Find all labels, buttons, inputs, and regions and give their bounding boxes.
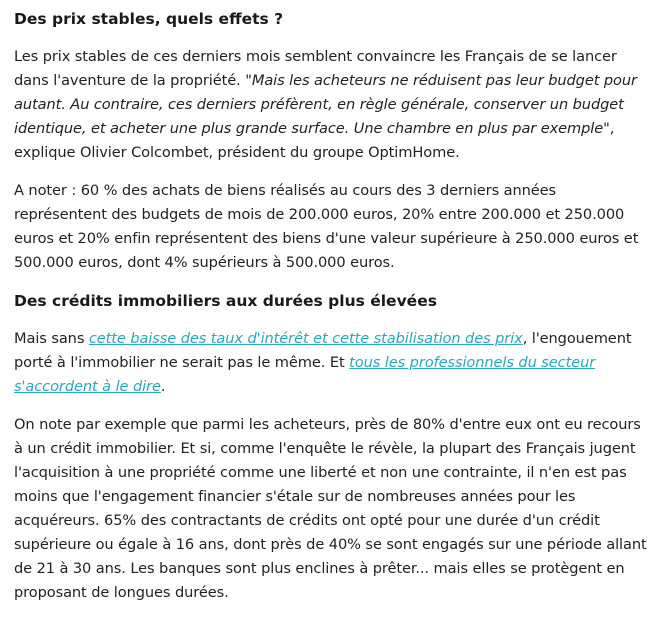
paragraph-mais-sans [14, 327, 651, 399]
section-heading-prix-stables: Des prix stables, quels effets ? [14, 10, 284, 28]
paragraph-text: , l'engouement porté à l'immobilier ne serait pas le même. Et [14, 330, 632, 371]
section-heading-credits: Des crédits immobiliers aux durées plus élevées [14, 292, 437, 310]
paragraph-a-noter: A noter : 60 % des achats de biens réalisés au cours des 3 derniers années représentent des budgets de mois de 200.000 euros, 20% entre 200.000 et 250.000 euros et 20% enfin représentent des biens d'une valeur supérieure à 250.000 euros et 500.000 euros, dont 4% supérieurs à 500.000 euros. [14, 182, 639, 271]
paragraph-text: . [160, 378, 166, 395]
link-professionnels-secteur[interactable]: tous les professionnels du secteur s'accordent à le dire [14, 354, 596, 395]
paragraph-text: Mais sans [14, 330, 89, 347]
paragraph-text: Les prix stables de ces derniers mois semblent convaincre les Français de se lancer dans l'aventure de la propriété. [14, 48, 617, 89]
paragraph-text: , explique Olivier Colcombet, président du groupe OptimHome. [14, 120, 615, 161]
link-baisse-taux[interactable]: cette baisse des taux d'intérêt et cette stabilisation des prix [88, 330, 523, 347]
paragraph-prix-stables [14, 45, 651, 165]
quote-text: "Mais les acheteurs ne réduisent pas leur budget pour autant. Au contraire, ces derniers préfèrent, en règle générale, conserver un budget identique, et acheter une plus grande surface. Une chambre en plus par exemple" [14, 72, 637, 137]
paragraph-on-note: On note par exemple que parmi les acheteurs, près de 80% d'entre eux ont eu recours à un crédit immobilier. Et si, comme l'enquête le révèle, la plupart des Français jugent l'acquisition à une propriété comme une liberté et non une contrainte, il n'en est pas moins que l'engagement financier s'étale sur de nombreuses années pour les acquéreurs. 65% des contractants de crédits ont opté pour une durée d'un crédit supérieure ou égale à 16 ans, dont près de 40% se sont engagés sur une période allant de 21 à 30 ans. Les banques sont plus enclines à prêter... mais elles se protègent en proposant de longues durées. [14, 416, 647, 601]
